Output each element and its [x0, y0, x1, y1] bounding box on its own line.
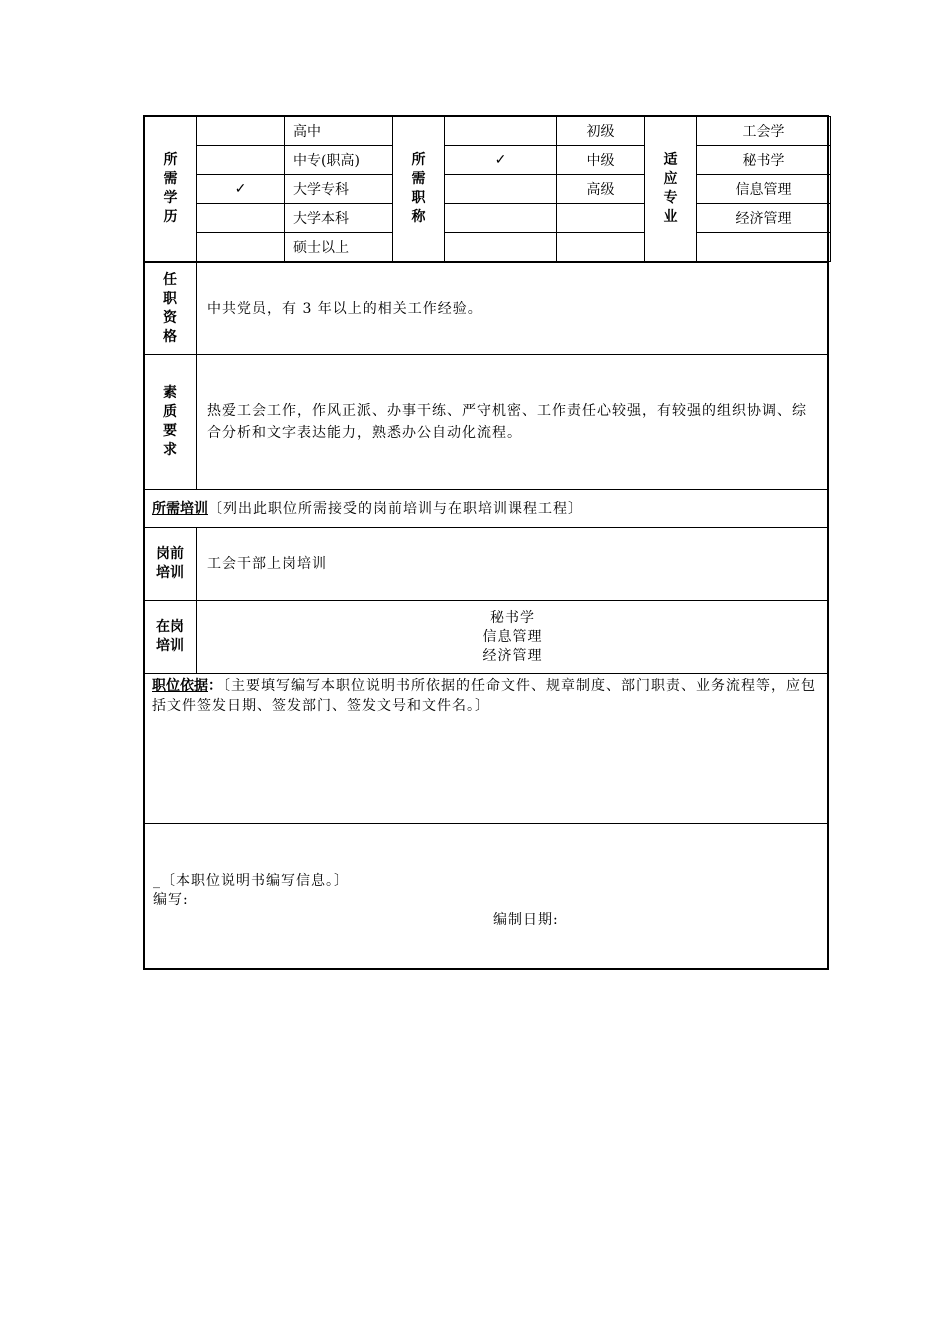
qualification-text: 中共党员，有 3 年以上的相关工作经验。 [207, 300, 483, 317]
basis-note: 〔主要填写编写本职位说明书所依据的任命文件、规章制度、部门职责、业务流程等，应包括文件签发日期、签发部门、签发文号和文件名。〕 [152, 678, 816, 714]
on-job-training-item: 信息管理 [482, 628, 543, 645]
quality-row [144, 354, 828, 489]
title-level-check [445, 175, 557, 204]
on-job-training-list [197, 601, 828, 673]
requirements-row [145, 175, 831, 204]
education-check [197, 204, 285, 233]
writer-label: 编写: [153, 892, 189, 908]
basis-title: 职位依据 [152, 678, 208, 694]
education-check [197, 117, 285, 146]
training-title: 所需培训 [152, 500, 208, 517]
major-item: 信息管理 [697, 175, 831, 204]
education-option: 高中 [285, 117, 393, 146]
education-option: 中专(职高) [285, 146, 393, 175]
title-level-label: 所 需 职 称 [393, 117, 445, 262]
job-description-form [143, 115, 829, 970]
title-level-option: 中级 [557, 146, 645, 175]
requirements-row [145, 146, 831, 175]
author-info-note: 〔本职位说明书编写信息。〕 [161, 873, 349, 889]
qualification-row [144, 262, 828, 354]
pre-job-training-label: 岗前 培训 [144, 528, 197, 600]
education-option: 大学专科 [285, 175, 393, 204]
education-label: 所 需 学 历 [145, 117, 197, 262]
title-level-option [557, 233, 645, 262]
title-level-check [445, 233, 557, 262]
quality-text: 热爱工会工作，作风正派、办事干练、严守机密、工作责任心较强，有较强的组织协调、综合分析和文字表达能力，熟悉办公自动化流程。 [207, 403, 807, 441]
majors-label: 适 应 专 业 [645, 117, 697, 262]
on-job-training-row [144, 600, 828, 673]
major-item: 经济管理 [697, 204, 831, 233]
major-item [697, 233, 831, 262]
requirements-row [145, 204, 831, 233]
major-item: 秘书学 [697, 146, 831, 175]
training-header [144, 489, 828, 527]
on-job-training-item: 秘书学 [490, 609, 535, 626]
pre-job-training-row [144, 527, 828, 600]
title-level-check [445, 117, 557, 146]
education-check [197, 233, 285, 262]
author-info-note-line: _〔本职位说明书编写信息。〕 [153, 873, 349, 889]
qualification-label: 任 职 资 格 [144, 263, 197, 354]
education-option: 硕士以上 [285, 233, 393, 262]
quality-label: 素 质 要 求 [144, 355, 197, 489]
training-note: 〔列出此职位所需接受的岗前培训与在职培训课程工程〕 [208, 500, 583, 517]
requirements-row [145, 233, 831, 262]
education-check: ✓ [197, 175, 285, 204]
education-check [197, 146, 285, 175]
title-level-option: 初级 [557, 117, 645, 146]
title-level-option [557, 204, 645, 233]
title-level-check: ✓ [445, 146, 557, 175]
requirements-row [145, 117, 831, 146]
pre-job-training-item: 工会干部上岗培训 [207, 556, 327, 572]
major-item: 工会学 [697, 117, 831, 146]
date-label: 编制日期: [493, 912, 559, 928]
basis-section: 职位依据：〔主要填写编写本职位说明书所依据的任命文件、规章制度、部门职责、业务流程等，应包括文件签发日期、签发部门、签发文号和文件名。〕 [144, 673, 828, 823]
author-info-section [144, 823, 828, 969]
education-option: 大学本科 [285, 204, 393, 233]
requirements-grid [144, 116, 831, 262]
on-job-training-label: 在岗 培训 [144, 601, 197, 673]
title-level-option: 高级 [557, 175, 645, 204]
title-level-check [445, 204, 557, 233]
on-job-training-item: 经济管理 [482, 647, 543, 664]
